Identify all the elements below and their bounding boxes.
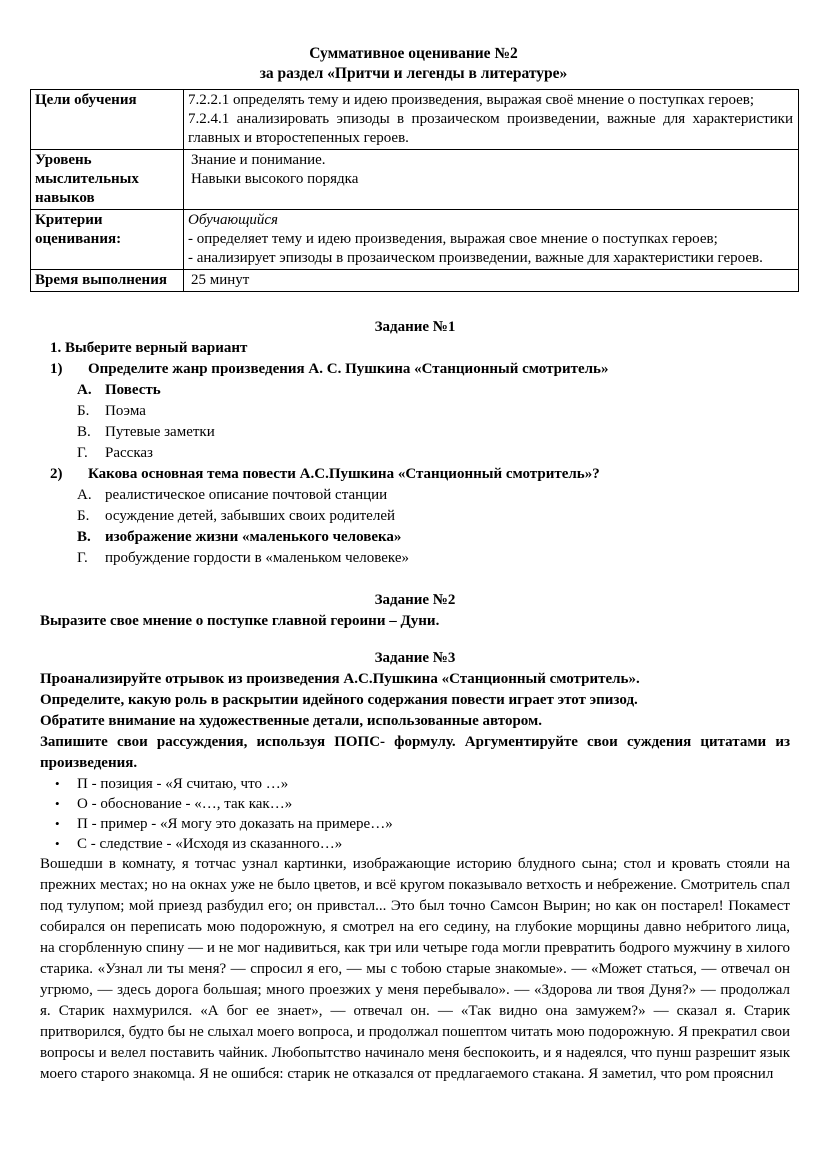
row-label-time: Время выполнения xyxy=(31,270,184,292)
task1-heading: Задание №1 xyxy=(374,319,456,335)
literary-excerpt: Вошедши в комнату, я тотчас узнал картинки, изображающие историю блудного сына; стол и кровать стояли на прежних местах; но на окнах уже не было цветов, и всё кругом показывало ветхость и небрежение. Смотритель спал под тулупом; мой приезд разбудил его; он привстал... Это был точно Самсон Вырин; но как он постарел! Покамест собирался он переписать мою подорожную, я смотрел на его седину, на глубокие морщины давно небритого лица, на сгорбленную спину — и не мог надивиться, как три или четыре года могли превратить бодрого мужчину в хилого старика. «Узнал ли ты меня? — спросил я его, — мы с тобою старые знакомые». — «Может статься, — отвечал он угрюмо, — здесь дорога большая; много проезжих у меня перебывало». — «Здорова ли твоя Дуня?» — продолжал я. Старик нахмурился. «А бог ее знает», — отвечал он. — «Так видно она замужем?» — сказал я. Старик притворился, будто бы не слыхал моего вопроса, и продолжал пошептом читать мою подорожную. Я прекратил свои вопросы и велел поставить чайник. Любопытство начинало меня беспокоить, и я надеялся, что пунш разрешит язык моего старого знакомца. Я не ошибся: старик не отказался от предлагаемого стакана. Я заметил, что ром прояснил xyxy=(40,856,790,1082)
table-row-criteria xyxy=(31,210,799,270)
row-label-thinking-skills: Уровень мыслительных навыков xyxy=(31,150,184,210)
option-text: осуждение детей, забывших своих родителей xyxy=(105,508,396,524)
task3-heading: Задание №3 xyxy=(374,650,456,666)
bullet-icon: • xyxy=(55,816,60,831)
question-1-option-g xyxy=(40,443,790,464)
question-2-option-g xyxy=(40,548,790,569)
task2-heading: Задание №2 xyxy=(374,592,456,608)
criteria-line: - определяет тему и идею произведения, выражая свое мнение о поступках героев; xyxy=(188,231,718,247)
task3-instruction-line: Определите, какую роль в раскрытии идейного содержания повести играет этот эпизод. xyxy=(40,692,638,708)
question-2-number: 2) xyxy=(50,466,63,482)
question-2-option-a xyxy=(40,485,790,506)
question-1-option-b xyxy=(40,401,790,422)
bullet-icon: • xyxy=(55,796,60,811)
row-content-time xyxy=(184,270,799,292)
bullet-text: П - позиция - «Я считаю, что …» xyxy=(77,776,289,792)
table-row-thinking-skills xyxy=(31,150,799,210)
question-1-text: Определите жанр произведения А. С. Пушкина «Станционный смотритель» xyxy=(88,361,609,377)
document-body xyxy=(0,317,827,1085)
table-row-time xyxy=(31,270,799,292)
option-text: Поэма xyxy=(105,403,146,419)
bullet-icon: • xyxy=(55,776,60,791)
skills-line: Знание и понимание. xyxy=(191,152,326,168)
skills-line: Навыки высокого порядка xyxy=(191,171,359,187)
option-letter: Б. xyxy=(77,508,90,524)
option-text: Повесть xyxy=(105,382,161,398)
option-letter: А. xyxy=(77,487,92,503)
objective-line: 7.2.4.1 анализировать эпизоды в прозаическом произведении, важные для характеристики главных и второстепенных героев. xyxy=(188,111,793,146)
row-label-objectives: Цели обучения xyxy=(31,90,184,150)
question-1-option-a xyxy=(40,380,790,401)
task3-instruction-line: Обратите внимание на художественные детали, использованные автором. xyxy=(40,713,542,729)
row-content-criteria xyxy=(184,210,799,270)
option-letter: Г. xyxy=(77,550,88,566)
question-1-number: 1) xyxy=(50,361,63,377)
title-line-1: Суммативное оценивание №2 xyxy=(309,45,518,62)
task1-instruction: 1. Выберите верный вариант xyxy=(50,340,248,356)
pops-bullet-consequence xyxy=(40,834,790,854)
bullet-text: С - следствие - «Исходя из сказанного…» xyxy=(77,836,343,852)
question-2-text: Какова основная тема повести А.С.Пушкина «Станционный смотритель»? xyxy=(88,466,600,482)
question-2 xyxy=(40,464,790,485)
pops-bullet-justification xyxy=(40,794,790,814)
table-row-objectives xyxy=(31,90,799,150)
option-text: изображение жизни «маленького человека» xyxy=(105,529,402,545)
option-text: Рассказ xyxy=(105,445,153,461)
document-title xyxy=(0,44,827,84)
row-label-criteria: Критерии оценивания: xyxy=(31,210,184,270)
title-line-2: за раздел «Притчи и легенды в литературе» xyxy=(259,65,568,82)
criteria-line: - анализирует эпизоды в прозаическом произведении, важные для характеристики героев. xyxy=(188,250,763,266)
bullet-text: О - обоснование - «…, так как…» xyxy=(77,796,293,812)
option-letter: Б. xyxy=(77,403,90,419)
bullet-text: П - пример - «Я могу это доказать на примере…» xyxy=(77,816,393,832)
question-2-option-b xyxy=(40,506,790,527)
task2-instruction: Выразите свое мнение о поступке главной героини – Дуни. xyxy=(40,613,440,629)
objective-line: 7.2.2.1 определять тему и идею произведения, выражая своё мнение о поступках героев; xyxy=(188,92,755,108)
pops-bullet-example xyxy=(40,814,790,834)
question-1 xyxy=(40,359,790,380)
option-letter: А. xyxy=(77,382,92,398)
question-2-option-v xyxy=(40,527,790,548)
option-text: Путевые заметки xyxy=(105,424,215,440)
option-letter: Г. xyxy=(77,445,88,461)
option-letter: В. xyxy=(77,424,91,440)
time-value: 25 минут xyxy=(191,272,250,288)
task3-instruction-line: Запишите свои рассуждения, используя ПОПС- формулу. Аргументируйте свои суждения цитатами из произведения. xyxy=(40,734,790,771)
option-text: реалистическое описание почтовой станции xyxy=(105,487,388,503)
task3-instruction-line: Проанализируйте отрывок из произведения А.С.Пушкина «Станционный смотритель». xyxy=(40,671,640,687)
question-1-option-v xyxy=(40,422,790,443)
row-content-objectives xyxy=(184,90,799,150)
bullet-icon: • xyxy=(55,836,60,851)
option-text: пробуждение гордости в «маленьком человеке» xyxy=(105,550,409,566)
pops-bullet-position xyxy=(40,774,790,794)
criteria-intro: Обучающийся xyxy=(188,212,279,228)
option-letter: В. xyxy=(77,529,91,545)
row-content-thinking-skills xyxy=(184,150,799,210)
assessment-info-table xyxy=(30,89,799,292)
